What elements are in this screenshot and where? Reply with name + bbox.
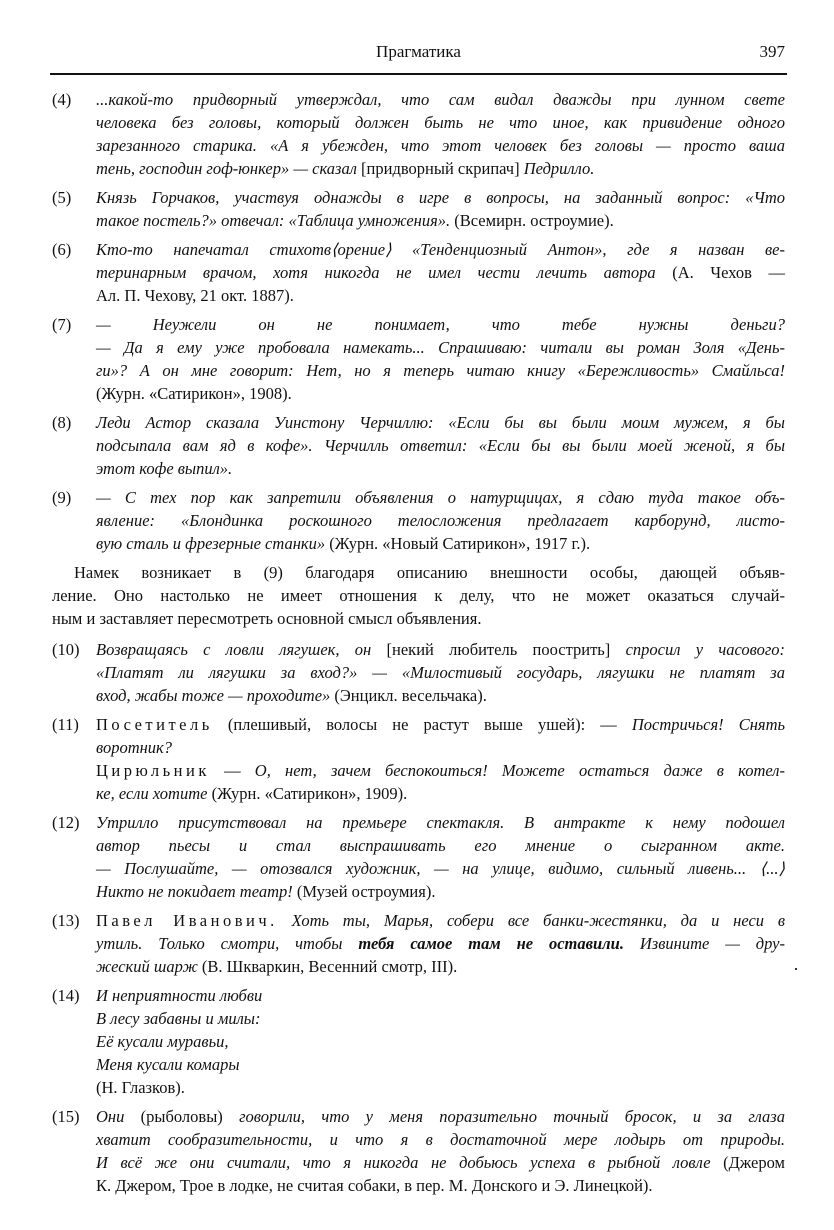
example-number: (14) (52, 986, 80, 1005)
page-body (52, 88, 785, 1203)
italic-text: жеский шарж (96, 957, 202, 976)
text-line (96, 434, 785, 457)
roman-text: [придворный скрипач] (361, 159, 524, 178)
text-line (96, 457, 785, 480)
text-line (96, 411, 785, 434)
italic-text: — Да я ему уже пробовала намекать... Спрашиваю: читали вы роман Золя «День- (96, 338, 785, 357)
text-line (96, 1128, 785, 1151)
italic-text: ...какой-то придворный утверждал, что сам видал дважды при лунном свете (96, 90, 785, 109)
running-title: Прагматика (376, 42, 461, 61)
example-text (96, 238, 785, 307)
italic-text: ги»? А он мне говорит: Нет, но я теперь читаю книгу «Бережливость» Смайльса! (96, 361, 785, 380)
text-line (96, 532, 785, 555)
italic-text: Меня кусали комары (96, 1055, 240, 1074)
example-text (96, 909, 785, 978)
italic-text: Князь Горчаков, участвуя однажды в игре в вопросы, на заданный вопрос: «Что (96, 188, 785, 207)
example-number: (9) (52, 488, 72, 507)
roman-text: (А. Чехов — (672, 263, 785, 282)
text-line (96, 811, 785, 834)
text-line (96, 782, 785, 805)
roman-text: ным и заставляет пересмотреть основной смысл объявления. (52, 609, 482, 628)
text-line (96, 209, 785, 232)
example-number: (7) (52, 315, 72, 334)
example-text (96, 713, 785, 805)
roman-text: (Всемирн. остроумие). (454, 211, 614, 230)
example-15 (52, 1105, 785, 1197)
example-number: (10) (52, 640, 80, 659)
italic-text: Утрилло присутствовал на премьере спектакля. В антракте к нему подошел (96, 813, 785, 832)
italic-text: — Послушайте, — отозвался художник, — на улице, видимо, сильный ливень... ⟨...⟩ (96, 859, 785, 878)
text-line (96, 284, 785, 307)
text-line (96, 186, 785, 209)
text-line (96, 684, 785, 707)
italic-text: вход, жабы тоже — проходите» (96, 686, 335, 705)
roman-text: (В. Шкваркин, Весенний смотр, III). (201, 957, 458, 976)
spaced-speaker-name: Павел Иванович. (96, 911, 278, 930)
italic-text: говорили, что у меня поразительно точный бросок, и за глаза (239, 1107, 785, 1126)
text-line (96, 313, 785, 336)
example-text (96, 313, 785, 405)
text-line (96, 359, 785, 382)
italic-text: тень, господин гоф-юнкер» — сказал (96, 159, 362, 178)
roman-text: (Журн. «Новый Сатирикон», 1917 г.). (329, 534, 591, 553)
roman-text: Намек возникает в (9) благодаря описанию внешности особы, дающей объяв- (74, 563, 785, 582)
example-11 (52, 713, 785, 805)
italic-text: — Неужели он не понимает, что тебе нужны деньги? (96, 315, 785, 334)
text-line (96, 382, 785, 405)
example-number: (11) (52, 715, 79, 734)
text-line (96, 759, 785, 782)
text-line (96, 736, 785, 759)
roman-text: (Н. Глазков). (96, 1078, 185, 1097)
text-line (96, 1053, 785, 1076)
italic-text: утиль. Только смотри, чтобы (96, 934, 359, 953)
roman-text: (рыболовы) (140, 1107, 240, 1126)
italic-text: Они (96, 1107, 141, 1126)
spaced-speaker-name: Посетитель (96, 715, 213, 734)
text-line (96, 238, 785, 261)
roman-text: К. Джером, Трое в лодке, не считая собаки, в пер. М. Донского и Э. Линецкой). (96, 1176, 653, 1195)
text-line (96, 1174, 785, 1197)
text-line (96, 509, 785, 532)
text-line (96, 955, 785, 978)
text-line (52, 607, 785, 630)
example-number: (8) (52, 413, 72, 432)
speck-mark (795, 968, 797, 970)
italic-text: Возвращаясь с ловли лягушек, он (96, 640, 387, 659)
text-line (96, 88, 785, 111)
example-number: (6) (52, 240, 72, 259)
italic-text: «Платят ли лягушки за вход?» — «Милостивый государь, лягушки не платят за (96, 663, 785, 682)
example-13 (52, 909, 785, 978)
roman-text: — (209, 761, 255, 780)
text-line (96, 713, 785, 736)
italic-text: И всё же они считали, что я никогда не добьюсь успеха в рыбной ловле (96, 1153, 724, 1172)
italic-text: Её кусали муравьи, (96, 1032, 229, 1051)
example-12 (52, 811, 785, 903)
italic-text: явление: «Блондинка роскошного телосложения предлагает карборунд, листо- (96, 511, 785, 530)
example-5 (52, 186, 785, 232)
text-line (96, 880, 785, 903)
roman-text: Ал. П. Чехову, 21 окт. 1887). (96, 286, 294, 305)
italic-text: Извините — дру- (623, 934, 786, 953)
example-text (96, 186, 785, 232)
roman-text: (плешивый, волосы не растут выше ушей): — (212, 715, 632, 734)
italic-text: вую сталь и фрезерные станки» (96, 534, 330, 553)
text-line (96, 111, 785, 134)
example-text (96, 638, 785, 707)
italic-text: теринарным врачом, хотя никогда не имел чести лечить автора (96, 263, 673, 282)
example-7 (52, 313, 785, 405)
example-text (96, 486, 785, 555)
italic-text: автор пьесы и стал выспрашивать его мнение о сыгранном акте. (96, 836, 785, 855)
text-line (96, 1076, 785, 1099)
italic-text: зарезанного старика. «А я убежден, что этот человек без головы — просто ваша (96, 136, 785, 155)
example-number: (12) (52, 813, 80, 832)
italic-text: И неприятности любви (96, 986, 263, 1005)
roman-text: (Джером (723, 1153, 785, 1172)
italic-text: Никто не покидает театр! (96, 882, 297, 901)
text-line (96, 486, 785, 509)
example-8 (52, 411, 785, 480)
italic-text: хватит сообразительности, и что я в достаточной мере лодырь от природы. (96, 1130, 785, 1149)
example-text (52, 561, 785, 630)
italic-text: подсыпала вам яд в кофе». Черчилль ответил: «Если бы вы были моей женой, я бы (96, 436, 785, 455)
text-line (96, 661, 785, 684)
example-4 (52, 88, 785, 180)
example-number: (4) (52, 90, 72, 109)
italic-text: спросил у часового: (625, 640, 785, 659)
text-line (96, 984, 785, 1007)
text-line (96, 261, 785, 284)
text-line (96, 1030, 785, 1053)
italic-text: Леди Астор сказала Уинстону Черчиллю: «Если бы вы были моим мужем, я бы (96, 413, 785, 432)
example-6 (52, 238, 785, 307)
example-text (96, 811, 785, 903)
roman-text: (Журн. «Сатирикон», 1909). (211, 784, 408, 803)
text-line (52, 584, 785, 607)
body-paragraph (52, 561, 785, 630)
italic-text: Постричься! Снять (631, 715, 785, 734)
text-line (96, 638, 785, 661)
example-number: (5) (52, 188, 72, 207)
text-line (96, 834, 785, 857)
text-line (96, 857, 785, 880)
italic-text: В лесу забавны и милы: (96, 1009, 261, 1028)
example-10 (52, 638, 785, 707)
bold-italic-text: тебя самое там не оставили. (358, 934, 624, 953)
text-line (96, 134, 785, 157)
roman-text: ление. Оно настолько не имеет отношения к делу, что не может оказаться случай- (52, 586, 785, 605)
italic-text: воротник? (96, 738, 173, 757)
poem-text (96, 984, 785, 1099)
roman-text: (Музей остроумия). (296, 882, 436, 901)
spaced-speaker-name: Цирюльник (96, 761, 210, 780)
text-line (96, 932, 785, 955)
example-14 (52, 984, 785, 1099)
italic-text: такое постель?» отвечал: «Таблица умножения». (96, 211, 455, 230)
text-line (52, 561, 785, 584)
running-header (52, 40, 785, 64)
text-line (96, 157, 785, 180)
italic-text: человека без головы, который должен быть не что иное, как привидение одного (96, 113, 785, 132)
text-line (96, 336, 785, 359)
text-line (96, 1151, 785, 1174)
italic-text: Хоть ты, Марья, собери все банки-жестянки, да и неси в (277, 911, 785, 930)
header-rule (50, 73, 787, 75)
italic-text: Педрилло. (523, 159, 595, 178)
text-line (96, 1105, 785, 1128)
italic-text: О, нет, зачем беспокоиться! Можете остаться даже в котел- (254, 761, 785, 780)
italic-text: Кто-то напечатал стихотв⟨орение⟩ «Тенденциозный Антон», где я назван ве- (96, 240, 785, 259)
italic-text: этот кофе выпил». (96, 459, 233, 478)
example-text (96, 1105, 785, 1197)
roman-text: [некий любитель поострить] (386, 640, 626, 659)
roman-text: (Журн. «Сатирикон», 1908). (96, 384, 292, 403)
example-number: (15) (52, 1107, 80, 1126)
roman-text: (Энцикл. весельчака). (334, 686, 487, 705)
text-line (96, 1007, 785, 1030)
page-number: 397 (759, 42, 785, 61)
example-number: (13) (52, 911, 80, 930)
text-line (96, 909, 785, 932)
example-text (96, 411, 785, 480)
example-9 (52, 486, 785, 555)
italic-text: — С тех пор как запретили объявления о натурщицах, я сдаю туда такое объ- (96, 488, 785, 507)
example-text (96, 88, 785, 180)
italic-text: ке, если хотите (96, 784, 212, 803)
